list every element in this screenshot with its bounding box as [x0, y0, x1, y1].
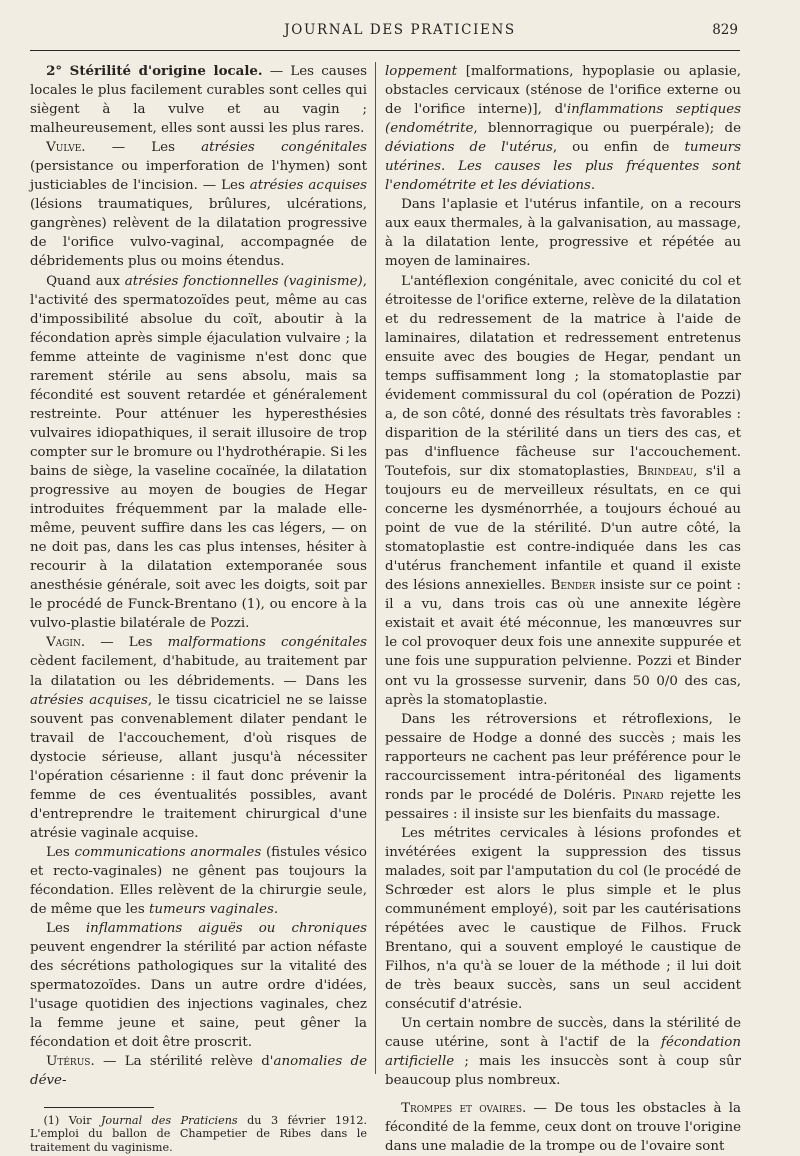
paragraph-uterus-continued: loppement [malformations, hypoplasie ou aplasie, obstacles cervicaux (sténose de l'orifice externe ou de l'orifice interne)], d'inflammations septiques (endométrite, blennorragique ou puerpérale); de déviations de l'utérus, ou enfin de tumeurs utérines. Les causes les plus fréquentes sont l'endométrite et les déviations.: [385, 64, 742, 194]
author-brindeau: Brindeau: [637, 463, 694, 479]
paragraph-aplasie: Dans l'aplasie et l'utérus infantile, on a recours aux eaux thermales, à la galvanisation, au massage, à la dilatation lente, progressive et répétée au moyen de laminaires.: [385, 197, 741, 270]
page-number: 829: [712, 22, 738, 38]
footnote-rule: [44, 1107, 154, 1108]
subsection-heading-vulve: Vulve.: [46, 140, 86, 156]
header-rule: [30, 50, 740, 51]
right-column: [385, 62, 741, 1156]
paragraph-inflammations: Les inflammations aiguës ou chroniques peuvent engendrer la stérilité par action néfaste des sécrétions pathologiques sur la vitalité des spermatozoïdes. Dans un autre ordre d'idées, l'usage quotidien des injections vaginales, chez la femme jeune et saine, peut gêner la fécondation et doit être proscrit.: [30, 921, 367, 1051]
running-header: [0, 22, 800, 46]
paragraph-communications: Les communications anormales (fistules vésico et recto-vaginales) ne gênent pas toujours la fécondation. Elles relèvent de la chirurgie seule, de même que les tumeurs vaginales.: [30, 844, 367, 918]
author-pinard: Pinard: [622, 787, 664, 803]
subsection-heading-trompes: Trompes et ovaires.: [401, 1100, 527, 1116]
author-bender: Bender: [550, 578, 596, 594]
paragraph-vagin: Vagin. — Les malformations congénitales cèdent facilement, d'habitude, au traitement par la dilatation ou les débridements. — Dans les atrésies acquises, le tissu cicatriciel ne se laisse souvent pas convenablement dilater pendant le travail de l'accouchement, d'où risques de dystocie sérieuse, allant jusqu'à nécessiter l'opération césarienne : il faut donc prévenir la femme de ces éventualités possibles, avant d'entreprendre le traitement chirurgical d'une atrésie vaginale acquise.: [30, 635, 368, 841]
paragraph-trompes-ovaires: Trompes et ovaires. — De tous les obstacles à la fécondité de la femme, ceux dont on trouve l'origine dans une maladie de la trompe ou de l'ovaire sont: [385, 1100, 741, 1154]
paragraph-metrites: Les métrites cervicales à lésions profondes et invétérées exigent la suppression des tissus malades, soit par l'amputation du col (le procédé de Schrœder est alors le plus simple et le plus communément employé), soit par les cautérisations répétées avec le caustique de Filhos. Fruck Brentano, qui a souvent employé le caustique de Filhos, n'a qu'à se louer de la méthode ; il lui doit de très beaux succès, sans un seul accident consécutif d'atrésie.: [385, 825, 741, 1013]
section-heading: 2° Stérilité d'origine locale.: [46, 63, 263, 79]
paragraph-vaginisme: Quand aux atrésies fonctionnelles (vaginisme), l'activité des spermatozoïdes peut, même au cas d'impossibilité absolue du coït, aboutir à la fécondation après simple éjaculation vulvaire ; la femme atteinte de vaginisme n'est donc que rarement stérile au sens absolu, mais sa fécondité est souvent retardée et généralement restreinte. Pour atténuer les hyperesthésies vulvaires idiopathiques, il serait illusoire de trop compter sur le bromure ou l'hydrothérapie. Si les bains de siège, la vaseline cocaïnée, la dilatation progressive au moyen de bougies de Hegar introduites fréquemment par la malade elle-même, peuvent suffire dans les cas légers, — on ne doit pas, dans les cas plus intenses, hésiter à recourir à la dilatation extemporanée sous anesthésie générale, soit avec les doigts, soit par le procédé de Funck-Brentano (1), ou encore à la vulvo-plastie bilatérale de Pozzi.: [30, 273, 367, 632]
paragraph-retroversions: Dans les rétroversions et rétroflexions, le pessaire de Hodge a donné des succès ; mais les rapporteurs ne cachent pas leur préférence pour le raccourcissement intra-péritonéal des ligaments ronds par le procédé de Doléris. Pinard rejette les pessaires : il insiste sur les bienfaits du massage.: [385, 711, 741, 822]
footnote: (1) Voir Journal des Praticiens du 3 février 1912. L'emploi du ballon de Champetier de Ribes dans le traitement du vaginisme.: [30, 1113, 367, 1154]
paragraph-fecondation: Un certain nombre de succès, dans la stérilité de cause utérine, sont à l'actif de la fécondation artificielle ; mais les insuccès sont à coup sûr beaucoup plus nombreux.: [385, 1016, 741, 1089]
paragraph-uterus: Utérus. — La stérilité relève d'anomalies de déve-: [30, 1054, 368, 1089]
subsection-heading-vagin: Vagin.: [46, 635, 86, 651]
section-gap: [385, 1091, 741, 1099]
journal-title: JOURNAL DES PRATICIENS: [284, 22, 516, 38]
section-sterility-local: 2° Stérilité d'origine locale. — Les causes locales le plus facilement curables sont celles qui siègent à la vulve et au vagin ; malheureusement, elles sont aussi les plus rares.: [30, 63, 367, 137]
paragraph-vulve: Vulve. — Les atrésies congénitales (persistance ou imperforation de l'hymen) sont justiciables de l'incision. — Les atrésies acquises (lésions traumatiques, brûlures, ulcérations, gangrènes) relèvent de la dilatation progressive de l'orifice vulvo-vaginal, accompagnée de débridements plus ou moins étendus.: [30, 140, 367, 270]
subsection-heading-uterus: Utérus.: [46, 1054, 95, 1070]
column-divider: [375, 62, 376, 1074]
paragraph-anteflexion: L'antéflexion congénitale, avec conicité du col et étroitesse de l'orifice externe, relève de la dilatation et du redressement de la matrice à l'aide de laminaires, dilatation et redressement entretenus ensuite avec des bougies de Hegar, pendant un temps suffisamment long ; la stomatoplastie par évidement commissural du col (opération de Pozzi) a, de son côté, donné des résultats très favorables : disparition de la stérilité dans un tiers des cas, et pas d'influence fâcheuse sur l'accouchement. Toutefois, sur dix stomatoplasties, Brindeau, s'il a toujours eu de merveilleux résultats, en ce qui concerne les dysménorrhée, a toujours échoué au point de vue de la stérilité. D'un autre côté, la stomatoplastie est contre-indiquée dans les cas d'utérus franchement infantile et quand il existe des lésions annexielles. Bender insiste sur ce point : il a vu, dans trois cas où une annexite légère existait et avait été méconnue, les manœuvres sur le col provoquer deux fois une annexite suppurée et une fois une suppuration pelvienne. Pozzi et Binder ont vu la grossesse survenir, dans 50 0/0 des cas, après la stomatoplastie.: [385, 273, 742, 708]
left-column: [30, 62, 367, 1154]
